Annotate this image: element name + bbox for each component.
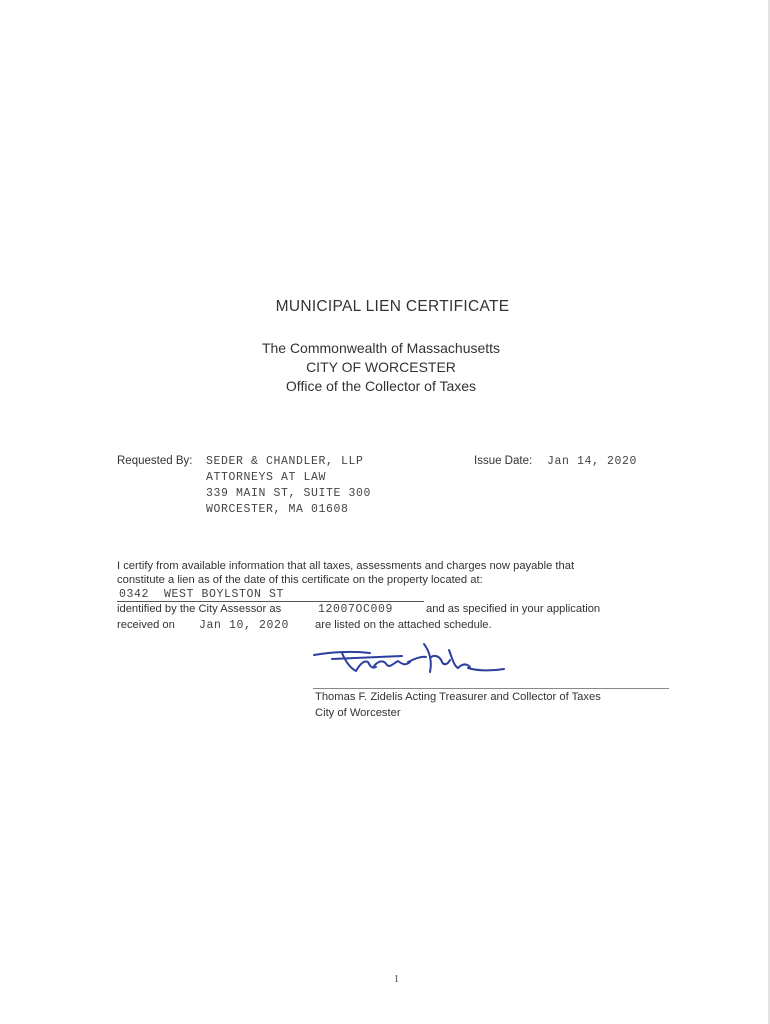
header-city: CITY OF WORCESTER xyxy=(306,359,456,375)
issue-date-value: Jan 14, 2020 xyxy=(547,455,638,468)
page-number: 1 xyxy=(394,974,399,985)
document-title: MUNICIPAL LIEN CERTIFICATE xyxy=(275,298,510,315)
requester-line-2: ATTORNEYS AT LAW xyxy=(206,471,327,484)
requested-by-label: Requested By: xyxy=(117,455,193,467)
signatory-city: City of Worcester xyxy=(315,707,401,719)
address-underline xyxy=(117,601,424,602)
received-date: Jan 10, 2020 xyxy=(199,619,290,632)
certification-line-1: I certify from available information that all taxes, assessments and charges now payable that xyxy=(117,560,575,572)
certification-line-2: constitute a lien as of the date of this certificate on the property located at: xyxy=(117,574,483,586)
listed-text: are listed on the attached schedule. xyxy=(315,619,492,631)
identified-label: identified by the City Assessor as xyxy=(117,603,282,615)
issue-date-label: Issue Date: xyxy=(474,455,533,467)
signature-image xyxy=(312,638,512,686)
header-office: Office of the Collector of Taxes xyxy=(285,378,477,394)
property-address: 0342 WEST BOYLSTON ST xyxy=(119,588,285,601)
specified-text: and as specified in your application xyxy=(426,603,601,615)
signatory-name-title: Thomas F. Zidelis Acting Treasurer and Collector of Taxes xyxy=(315,691,601,703)
parcel-id: 12007OC009 xyxy=(318,603,394,616)
requester-line-4: WORCESTER, MA 01608 xyxy=(206,503,349,516)
header-commonwealth: The Commonwealth of Massachusetts xyxy=(261,340,501,356)
requester-line-1: SEDER & CHANDLER, LLP xyxy=(206,455,364,468)
requester-line-3: 339 MAIN ST, SUITE 300 xyxy=(206,487,372,500)
signature-line xyxy=(313,688,669,689)
received-label: received on xyxy=(117,619,175,631)
